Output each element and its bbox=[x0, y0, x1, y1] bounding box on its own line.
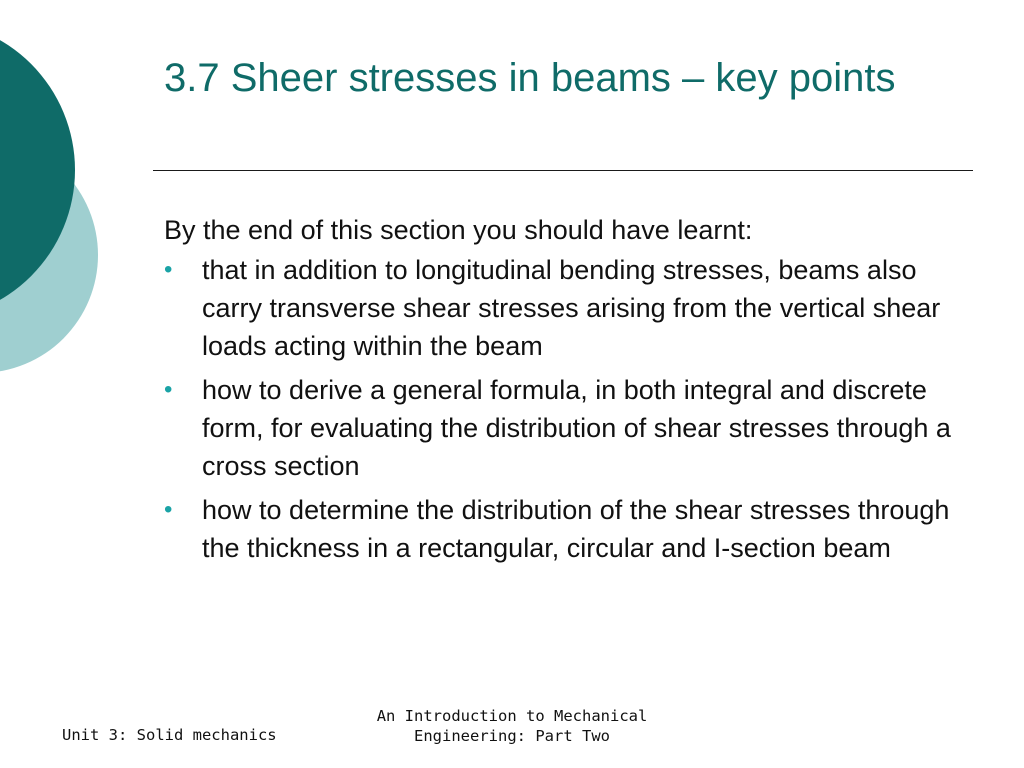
key-points-list bbox=[164, 251, 964, 567]
list-item bbox=[164, 491, 964, 567]
bullet-text: how to derive a general formula, in both integral and discrete form, for evaluating the distribution of shear stresses through a cross section bbox=[202, 375, 951, 481]
decorative-circles bbox=[0, 0, 120, 420]
list-item bbox=[164, 371, 964, 485]
bullet-text: that in addition to longitudinal bending stresses, beams also carry transverse shear stresses arising from the vertical shear loads acting within the beam bbox=[202, 255, 941, 361]
footer-course-line-2: Engineering: Part Two bbox=[414, 727, 610, 745]
footer-unit-label: Unit 3: Solid mechanics bbox=[62, 726, 277, 744]
bullet-text: how to determine the distribution of the shear stresses through the thickness in a rectangular, circular and I-section beam bbox=[202, 495, 950, 563]
intro-text: By the end of this section you should have learnt: bbox=[164, 215, 753, 245]
list-item bbox=[164, 251, 964, 365]
bullet-icon: • bbox=[164, 256, 173, 283]
bullet-icon: • bbox=[164, 496, 173, 523]
slide-body bbox=[164, 211, 964, 573]
bullet-icon: • bbox=[164, 376, 173, 403]
footer-course-line-1: An Introduction to Mechanical bbox=[376, 707, 648, 725]
title-divider bbox=[153, 170, 973, 171]
footer-course-title bbox=[362, 706, 662, 746]
slide-title: 3.7 Sheer stresses in beams – key points bbox=[164, 56, 896, 100]
